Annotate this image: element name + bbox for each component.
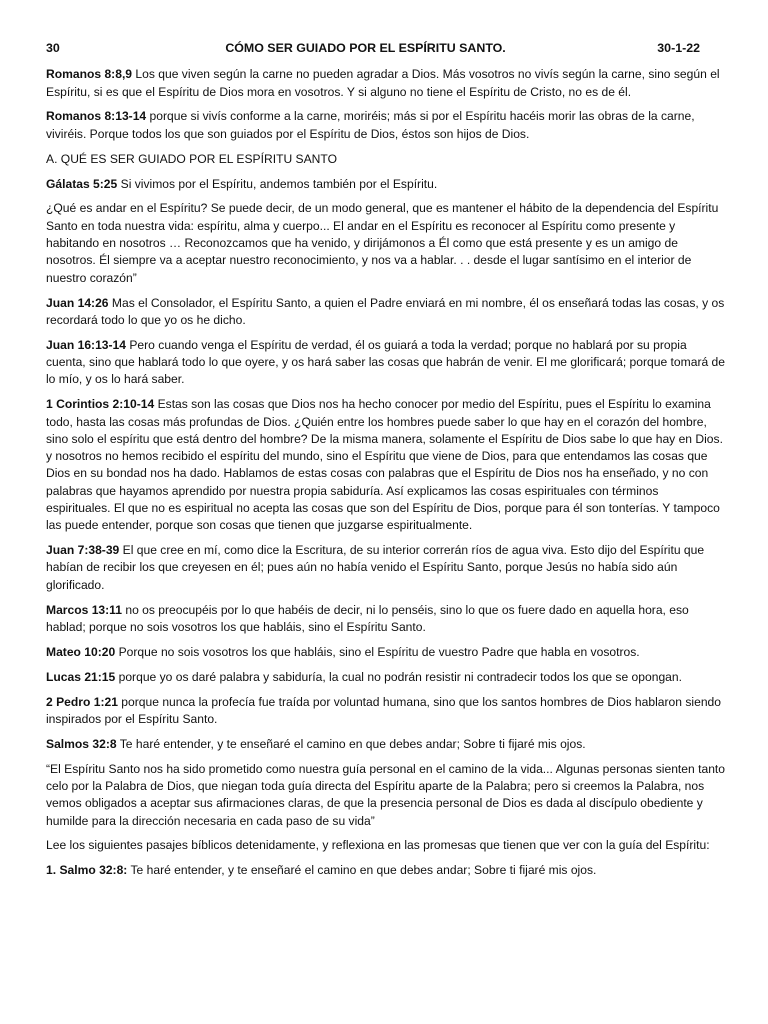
verse-text: Si vivimos por el Espíritu, andemos también por el Espíritu. bbox=[117, 176, 438, 191]
verse-text: Mas el Consolador, el Espíritu Santo, a quien el Padre enviará en mi nombre, él os enseñará todas las cosas, y os recordará todo lo que yo os he dicho. bbox=[46, 295, 725, 327]
paragraph-romanos-8-13 bbox=[46, 108, 726, 143]
paragraph-romanos-8-8 bbox=[46, 66, 726, 101]
verse-text: Pero cuando venga el Espíritu de verdad, él os guiará a toda la verdad; porque no hablará por su propia cuenta, sino que hablará todo lo que oyere, y os hará saber las cosas que habrán de venir. El me glorificará; porque tomará de lo mío, y os lo hará saber. bbox=[46, 337, 726, 387]
paragraph-juan-14-26 bbox=[46, 295, 726, 330]
paragraph-galatas-5-25 bbox=[46, 176, 726, 193]
document-date: 30-1-22 bbox=[657, 41, 700, 55]
paragraph-juan-16-13 bbox=[46, 337, 726, 389]
paragraph-quote-guia-personal bbox=[46, 761, 726, 830]
page-header bbox=[46, 40, 726, 57]
paragraph-andar-en-el-espiritu bbox=[46, 200, 726, 286]
verse-reference: Gálatas 5:25 bbox=[46, 176, 118, 191]
verse-text: Los que viven según la carne no pueden agradar a Dios. Más vosotros no vivís según la carne, sino según el Espíritu, si es que el Espíritu de Dios mora en vosotros. Y si alguno no tiene el Espíritu de Cristo, no es de él. bbox=[46, 67, 720, 99]
verse-text: porque si vivís conforme a la carne, moriréis; más si por el Espíritu hacéis morir las obras de la carne, viviréis. Porque todos los que son guiados por el Espíritu de Dios, éstos son hijos de Dios. bbox=[46, 109, 695, 141]
section-heading bbox=[46, 151, 726, 168]
list-item-reference: 1. Salmo 32:8: bbox=[46, 863, 128, 878]
list-item-text: Te haré entender, y te enseñaré el camino en que debes andar; Sobre ti fijaré mis ojos. bbox=[127, 863, 597, 878]
paragraph-juan-7-38 bbox=[46, 542, 726, 594]
paragraph-text: “El Espíritu Santo nos ha sido prometido como nuestra guía personal en el camino de la vida... Algunas personas sienten tanto celo por la Palabra de Dios, que niegan toda guía directa del Espíritu aparte de la Palabra; pero si creemos la Palabra, nos vemos obligados a aceptar sus afirmaciones claras, de que la presencia personal de Dios es dada al discípulo obediente y humilde para la dirección necesaria en cada paso de su vida” bbox=[46, 761, 726, 828]
paragraph-marcos-13-11 bbox=[46, 602, 726, 637]
paragraph-mateo-10-20 bbox=[46, 644, 726, 661]
verse-reference: 1 Corintios 2:10-14 bbox=[46, 397, 155, 412]
paragraph-instruction bbox=[46, 837, 726, 854]
verse-reference: 2 Pedro 1:21 bbox=[46, 694, 118, 709]
verse-text: no os preocupéis por lo que habéis de decir, ni lo penséis, sino lo que os fuere dado en aquella hora, eso hablad; porque no sois vosotros los que habláis, sino el Espíritu Santo. bbox=[46, 602, 689, 634]
verse-reference: Juan 7:38-39 bbox=[46, 543, 120, 558]
verse-reference: Salmos 32:8 bbox=[46, 736, 117, 751]
verse-text: Porque no sois vosotros los que habláis, sino el Espíritu de vuestro Padre que habla en vosotros. bbox=[115, 644, 640, 659]
verse-reference: Mateo 10:20 bbox=[46, 644, 116, 659]
verse-text: porque nunca la profecía fue traída por voluntad humana, sino que los santos hombres de Dios hablaron siendo inspirados por el Espíritu Santo. bbox=[46, 694, 722, 726]
verse-text: Te haré entender, y te enseñaré el camino en que debes andar; Sobre ti fijaré mis ojos. bbox=[116, 736, 586, 751]
paragraph-salmos-32-8 bbox=[46, 736, 726, 753]
paragraph-2-pedro-1-21 bbox=[46, 694, 726, 729]
paragraph-text: Lee los siguientes pasajes bíblicos detenidamente, y reflexiona en las promesas que tienen que ver con la guía del Espíritu: bbox=[46, 838, 710, 853]
verse-text: Estas son las cosas que Dios nos ha hecho conocer por medio del Espíritu, pues el Espíritu lo examina todo, hasta las cosas más profundas de Dios. ¿Quién entre los hombres puede saber lo que hay en el corazón del hombre, sino solo el espíritu que está dentro del hombre? De la misma manera, solamente el Espíritu de Dios sabe lo que hay en Dios. y nosotros no hemos recibido el espíritu del mundo, sino el Espíritu que viene de Dios, para que entendamos las cosas que Dios en su bondad nos ha dado. Hablamos de estas cosas con palabras que el Espíritu de Dios nos ha enseñado, y no con palabras que hayamos aprendido por nuestra propia sabiduría. Así explicamos las cosas espirituales con términos espirituales. El que no es espiritual no acepta las cosas que son del Espíritu de Dios, porque para él son tonterías. Y tampoco las puede entender, porque son cosas que tienen que juzgarse espiritualmente. bbox=[46, 397, 723, 533]
verse-text: porque yo os daré palabra y sabiduría, la cual no podrán resistir ni contradecir todos los que se opongan. bbox=[115, 669, 682, 684]
list-item-1 bbox=[46, 862, 726, 879]
verse-reference: Romanos 8:8,9 bbox=[46, 67, 133, 82]
paragraph-lucas-21-15 bbox=[46, 669, 726, 686]
verse-reference: Marcos 13:11 bbox=[46, 602, 122, 617]
section-heading-text: A. QUÉ ES SER GUIADO POR EL ESPÍRITU SANTO bbox=[46, 151, 337, 166]
verse-reference: Juan 14:26 bbox=[46, 295, 109, 310]
verse-text: El que cree en mí, como dice la Escritura, de su interior correrán ríos de agua viva. Esto dijo del Espíritu que habían de recibir los que creyesen en él; pues aún no había venido el Espíritu Santo, porque Jesús no había sido aún glorificado. bbox=[46, 543, 705, 592]
verse-reference: Romanos 8:13-14 bbox=[46, 109, 147, 124]
paragraph-text: ¿Qué es andar en el Espíritu? Se puede decir, de un modo general, que es mantener el hábito de la dependencia del Espíritu Santo en toda nuestra vida: espíritu, alma y cuerpo... El andar en el Espíritu es reconocer al Espíritu como presente y habitando en nosotros … Reconozcamos que ha venido, y dirijámonos a Él como que está presente y es un amigo de nosotros. Él siempre va a aceptar nuestro reconocimiento, y nos va a hablar. . . desde el lugar santísimo en el interior de nuestro corazón” bbox=[46, 201, 719, 285]
page-number: 30 bbox=[46, 41, 60, 55]
paragraph-1-corintios-2-10 bbox=[46, 396, 726, 534]
document-title: CÓMO SER GUIADO POR EL ESPÍRITU SANTO. bbox=[225, 41, 506, 55]
verse-reference: Lucas 21:15 bbox=[46, 669, 116, 684]
document-page bbox=[46, 40, 726, 887]
verse-reference: Juan 16:13-14 bbox=[46, 337, 126, 352]
